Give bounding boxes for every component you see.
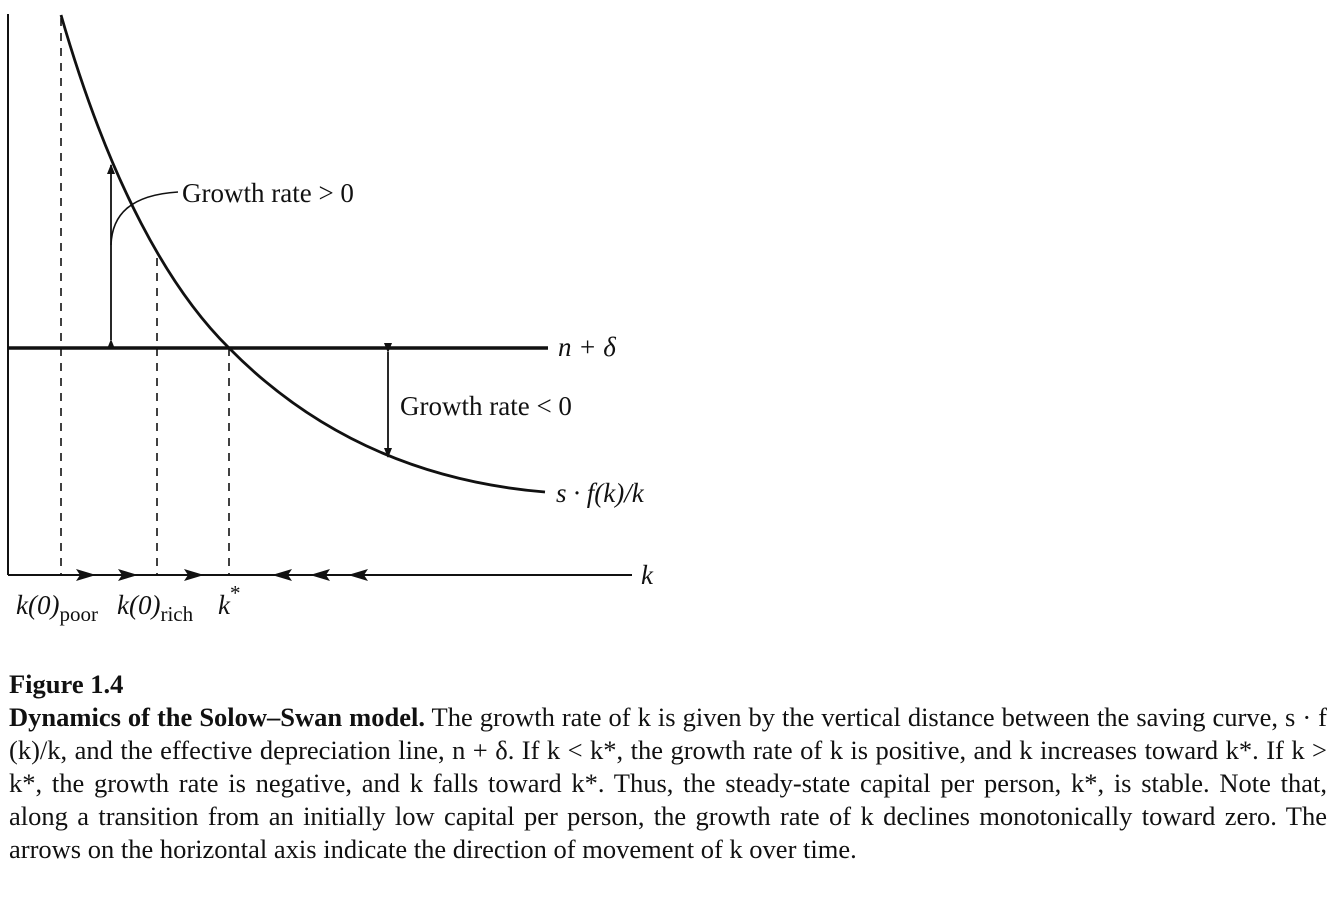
x-axis-label: k [641,560,653,590]
positive-growth-label: Growth rate > 0 [182,178,354,208]
saving-curve-label: s · f(k)/k [556,478,644,508]
depreciation-line-label: n + δ [558,332,616,362]
k-star-tick-label: k* [218,581,241,620]
k-poor-tick-label: k(0)poor [16,590,98,626]
figure-number: Figure 1.4 [9,669,124,699]
k-rich-tick-label: k(0)rich [117,590,194,626]
positive-growth-leader [111,192,178,245]
figure-caption [9,668,1327,866]
caption-body: The growth rate of k is given by the vertical distance between the saving curve, s · f (k)/k, and the effective depreciation line, n + δ. If k < k*, the growth rate of k is positive, and k increases toward k*. If k > k*, the growth rate is negative, and k falls toward k*. Thus, the steady-state capital per person, k*, is stable. Note that, along a transition from an initially low capital per person, the growth rate of k declines monotonically toward zero. The arrows on the horizontal axis indicate the direction of movement of k over time. [9,702,1327,864]
caption-title: Dynamics of the Solow–Swan model. [9,702,425,732]
negative-growth-label: Growth rate < 0 [400,391,572,421]
